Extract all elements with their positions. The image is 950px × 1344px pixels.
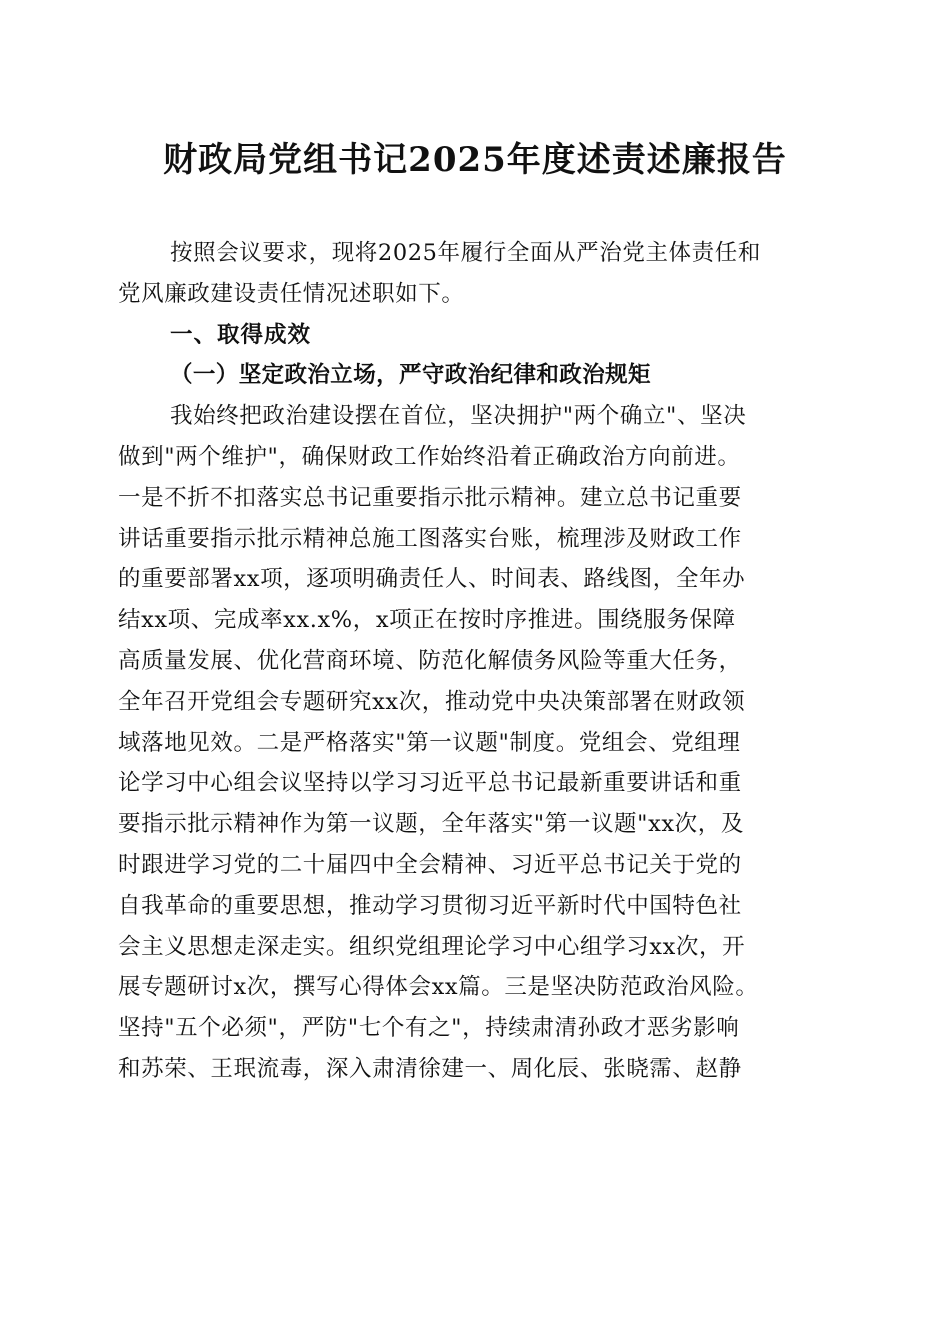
paragraph-line: 结xx项、完成率xx.x%，x项正在按时序推进。围绕服务保障: [118, 607, 736, 634]
document-title: 财政局党组书记2025年度述责述廉报告: [163, 140, 787, 180]
paragraph-line: 域落地见效。二是严格落实"第一议题"制度。党组会、党组理: [118, 729, 741, 756]
paragraph-line: 展专题研讨x次，撰写心得体会xx篇。三是坚决防范政治风险。: [118, 974, 759, 1001]
paragraph-line: 讲话重要指示批示精神总施工图落实台账，梳理涉及财政工作: [118, 525, 742, 552]
intro-line-2: 党风廉政建设责任情况述职如下。: [118, 280, 465, 307]
paragraph-line: 自我革命的重要思想，推动学习贯彻习近平新时代中国特色社: [118, 892, 742, 919]
paragraph-line: 时跟进学习党的二十届四中全会精神、习近平总书记关于党的: [118, 851, 742, 878]
section-heading-1: 一、取得成效: [170, 321, 312, 348]
paragraph-line: 要指示批示精神作为第一议题，全年落实"第一议题"xx次，及: [118, 811, 744, 838]
paragraph-line: 论学习中心组会议坚持以学习习近平总书记最新重要讲话和重: [118, 770, 742, 797]
intro-line-1: 按照会议要求，现将2025年履行全面从严治党主体责任和: [170, 240, 761, 266]
paragraph-line: 和苏荣、王珉流毒，深入肃清徐建一、周化辰、张晓霈、赵静: [118, 1055, 742, 1082]
paragraph-line: 我始终把政治建设摆在首位，坚决拥护"两个确立"、坚决: [170, 403, 747, 430]
paragraph-line: 一是不折不扣落实总书记重要指示批示精神。建立总书记重要: [118, 484, 742, 511]
document-body: [118, 233, 838, 1090]
paragraph-line: 会主义思想走深走实。组织党组理论学习中心组学习xx次，开: [118, 933, 746, 960]
paragraph-line: 做到"两个维护"，确保财政工作始终沿着正确政治方向前进。: [118, 443, 741, 470]
paragraph-line: 坚持"五个必须"，严防"七个有之"，持续肃清孙政才恶劣影响: [118, 1015, 740, 1042]
subsection-heading-1: （一）坚定政治立场，严守政治纪律和政治规矩: [170, 362, 651, 389]
paragraph-line: 高质量发展、优化营商环境、防范化解债务风险等重大任务，: [118, 647, 742, 674]
paragraph-line: 的重要部署xx项，逐项明确责任人、时间表、路线图，全年办: [118, 566, 746, 593]
paragraph-line: 全年召开党组会专题研究xx次，推动党中央决策部署在财政领: [118, 688, 746, 715]
